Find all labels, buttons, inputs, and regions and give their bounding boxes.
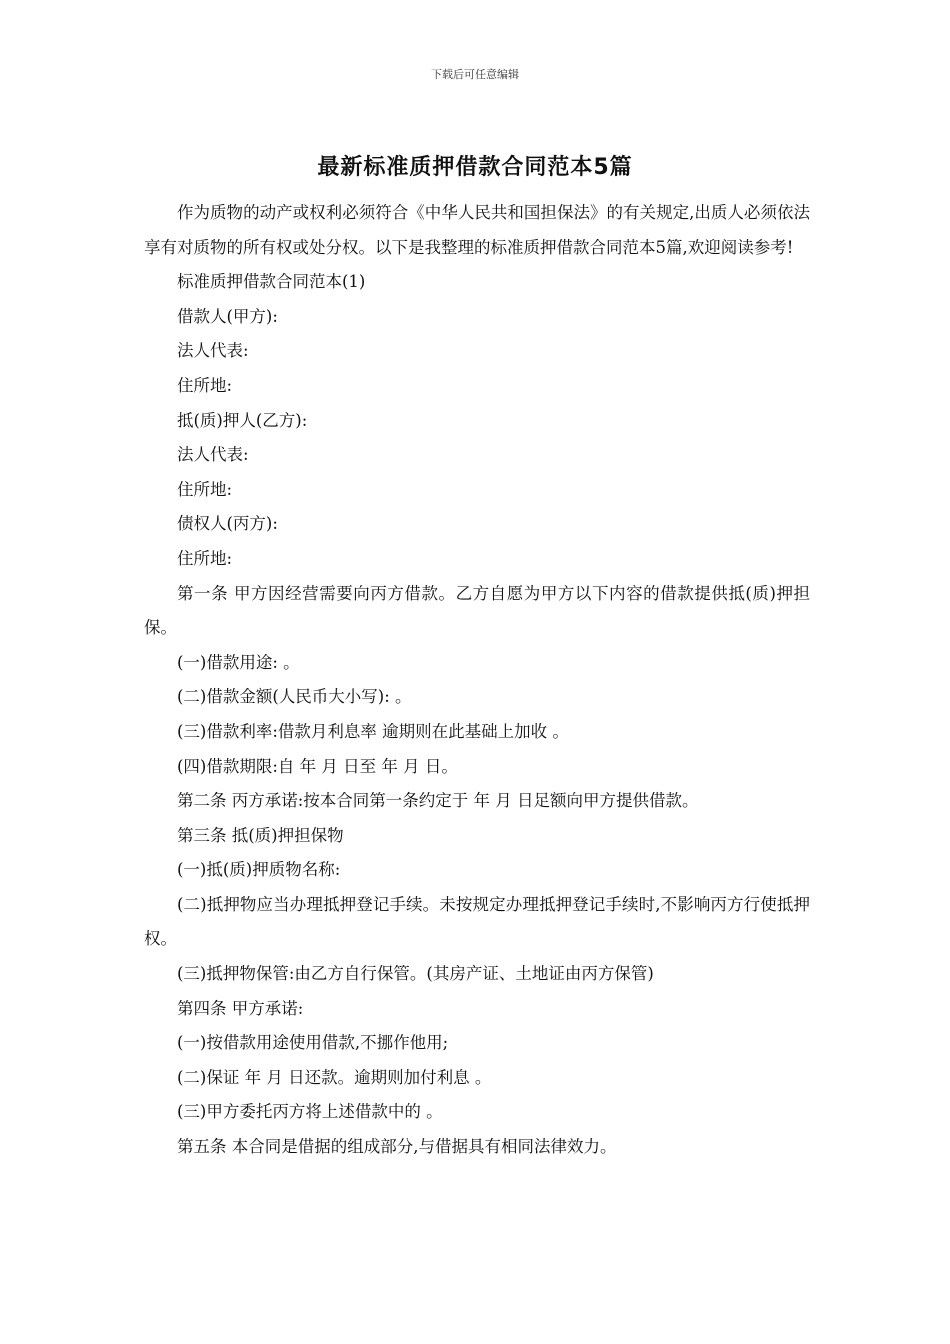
- party-field: 法人代表:: [177, 341, 249, 361]
- clause-item: (三)借款利率:借款月利息率 逾期则在此基础上加收 。: [177, 721, 569, 741]
- document-title: 最新标准质押借款合同范本5篇: [317, 155, 633, 180]
- clause-paragraph: 第一条 甲方因经营需要向丙方借款。乙方自愿为甲方以下内容的借款提供抵(质)押担保。: [144, 583, 810, 638]
- clause-item: (一)借款用途: 。: [177, 652, 300, 672]
- clause-item: (三)甲方委托丙方将上述借款中的 。: [177, 1102, 443, 1122]
- clause-item: (三)抵押物保管:由乙方自行保管。(其房产证、土地证由丙方保管): [177, 964, 654, 984]
- clause-paragraph: 第四条 甲方承诺:: [177, 998, 304, 1018]
- party-field: 住所地:: [177, 548, 233, 568]
- intro-paragraph: 作为质物的动产或权利必须符合《中华人民共和国担保法》的有关规定,出质人必须依法享有对质物的所有权或处分权。以下是我整理的标准质押借款合同范本5篇,欢迎阅读参考!: [144, 203, 810, 257]
- section-heading: 标准质押借款合同范本(1): [177, 272, 366, 292]
- clause-item: (一)按借款用途使用借款,不挪作他用;: [177, 1033, 449, 1053]
- document-body: [144, 196, 810, 1165]
- clause-item: (二)借款金额(人民币大小写): 。: [177, 687, 412, 707]
- clause-item: (四)借款期限:自 年 月 日至 年 月 日。: [177, 756, 458, 776]
- clause-paragraph: 第三条 抵(质)押担保物: [177, 825, 344, 845]
- clause-paragraph: 第五条 本合同是借据的组成部分,与借据具有相同法律效力。: [177, 1137, 617, 1157]
- clause-item: (二)保证 年 月 日还款。逾期则加付利息 。: [177, 1067, 492, 1087]
- clause-item: (一)抵(质)押质物名称:: [177, 860, 341, 880]
- party-field: 债权人(丙方):: [177, 514, 278, 534]
- party-field: 抵(质)押人(乙方):: [177, 410, 308, 430]
- party-field: 法人代表:: [177, 445, 249, 465]
- party-field: 住所地:: [177, 375, 233, 395]
- clause-paragraph: 第二条 丙方承诺:按本合同第一条约定于 年 月 日足额向甲方提供借款。: [177, 791, 699, 811]
- page-header-note: 下载后可任意编辑: [431, 68, 519, 81]
- party-field: 住所地:: [177, 479, 233, 499]
- clause-item: (二)抵押物应当办理抵押登记手续。未按规定办理抵押登记手续时,不影响丙方行使抵押权。: [144, 894, 810, 949]
- party-field: 借款人(甲方):: [177, 306, 278, 326]
